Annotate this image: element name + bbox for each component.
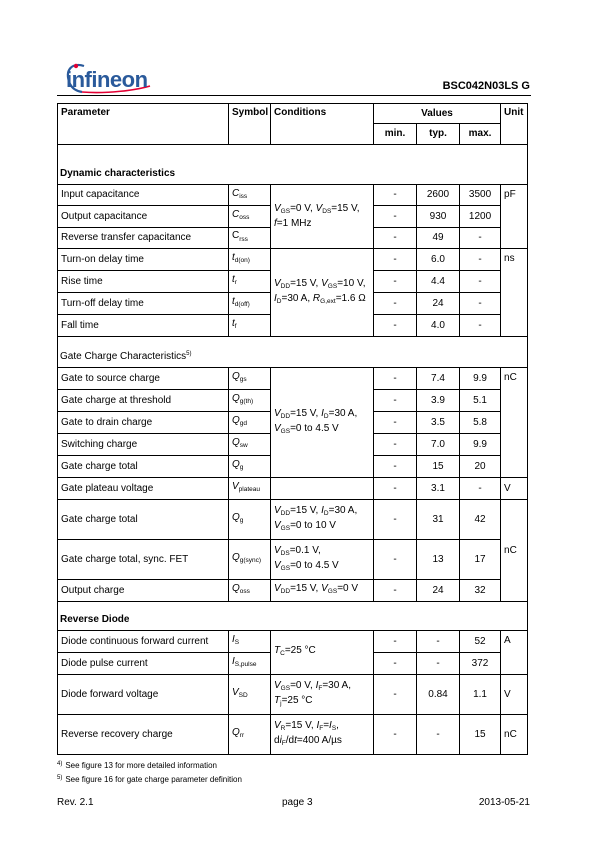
typ-cell: 3.1: [417, 478, 460, 500]
section-row: [58, 337, 528, 368]
max-cell: 42: [460, 500, 501, 540]
param-cell: Turn-on delay time: [58, 249, 229, 271]
param-cell: Gate charge total: [58, 456, 229, 478]
table-row: [58, 478, 528, 500]
min-cell: -: [374, 456, 417, 478]
footnote-item: $^{5)}$ See figure 16 for gate charge parameter definition: [57, 775, 242, 784]
min-cell: -: [374, 580, 417, 602]
min-cell: -: [374, 653, 417, 675]
param-cell: Input capacitance: [58, 185, 229, 206]
symbol-cell: $C_{rss}$: [229, 228, 271, 249]
condition-cell: $T_C=25$ °C: [271, 631, 374, 675]
unit-cell: nC: [501, 368, 528, 478]
footer-page-number: page 3: [282, 797, 313, 808]
table-row: [58, 631, 528, 653]
param-cell: Reverse transfer capacitance: [58, 228, 229, 249]
section-dynamic: Dynamic characteristics: [58, 145, 528, 185]
symbol-cell: $Q_{gd}$: [229, 412, 271, 434]
max-cell: 5.8: [460, 412, 501, 434]
typ-cell: 0.84: [417, 675, 460, 715]
max-cell: -: [460, 293, 501, 315]
footnote-item: $^{4)}$ See figure 13 for more detailed information: [57, 761, 217, 770]
param-cell: Switching charge: [58, 434, 229, 456]
max-cell: -: [460, 478, 501, 500]
condition-cell: $V_R=15$ V, $I_F=I_S$, $di_F/dt=400$ A/µs: [271, 715, 374, 755]
typ-cell: 15: [417, 456, 460, 478]
header-typ: typ.: [417, 124, 460, 145]
min-cell: -: [374, 228, 417, 249]
symbol-cell: $I_S$: [229, 631, 271, 653]
min-cell: -: [374, 478, 417, 500]
condition-cell: $V_{DD}=15$ V, $V_{GS}=0$ V: [271, 580, 374, 602]
unit-cell: nC: [501, 715, 528, 755]
section-reverse-diode: Reverse Diode: [58, 602, 528, 631]
symbol-cell: $V_{plateau}$: [229, 478, 271, 500]
table-row: [58, 185, 528, 206]
header-conditions: Conditions: [271, 104, 374, 145]
min-cell: -: [374, 631, 417, 653]
min-cell: -: [374, 206, 417, 228]
symbol-cell: $Q_{sw}$: [229, 434, 271, 456]
symbol-cell: $Q_g$: [229, 456, 271, 478]
param-cell: Rise time: [58, 271, 229, 293]
typ-cell: -: [417, 653, 460, 675]
characteristics-table: [57, 103, 528, 755]
param-cell: Reverse recovery charge: [58, 715, 229, 755]
param-cell: Gate charge at threshold: [58, 390, 229, 412]
max-cell: 20: [460, 456, 501, 478]
header-min: min.: [374, 124, 417, 145]
header-symbol: Symbol: [229, 104, 271, 145]
min-cell: -: [374, 434, 417, 456]
min-cell: -: [374, 540, 417, 580]
max-cell: 15: [460, 715, 501, 755]
max-cell: 1.1: [460, 675, 501, 715]
min-cell: -: [374, 368, 417, 390]
symbol-cell: $t_{d(off)}$: [229, 293, 271, 315]
min-cell: -: [374, 249, 417, 271]
max-cell: 9.9: [460, 434, 501, 456]
max-cell: -: [460, 249, 501, 271]
param-cell: Diode forward voltage: [58, 675, 229, 715]
condition-cell: $V_{GS}=0$ V, $V_{DS}=15$ V, f=1 MHz: [271, 185, 374, 249]
symbol-cell: $C_{iss}$: [229, 185, 271, 206]
symbol-cell: $I_{S,pulse}$: [229, 653, 271, 675]
min-cell: -: [374, 390, 417, 412]
typ-cell: 49: [417, 228, 460, 249]
param-cell: Output capacitance: [58, 206, 229, 228]
typ-cell: 3.9: [417, 390, 460, 412]
typ-cell: 3.5: [417, 412, 460, 434]
max-cell: 32: [460, 580, 501, 602]
typ-cell: -: [417, 631, 460, 653]
table-row: [58, 715, 528, 755]
footer-date: 2013-05-21: [478, 797, 530, 808]
max-cell: 1200: [460, 206, 501, 228]
footnotes: [57, 758, 242, 786]
max-cell: 52: [460, 631, 501, 653]
min-cell: -: [374, 500, 417, 540]
max-cell: 9.9: [460, 368, 501, 390]
unit-cell: pF: [501, 185, 528, 249]
header-unit: Unit: [501, 104, 528, 145]
min-cell: -: [374, 675, 417, 715]
param-cell: Gate plateau voltage: [58, 478, 229, 500]
condition-cell: $V_{DS}=0.1$ V, $V_{GS}=0$ to 4.5 V: [271, 540, 374, 580]
table-header-row: [58, 104, 528, 124]
min-cell: -: [374, 185, 417, 206]
typ-cell: 2600: [417, 185, 460, 206]
condition-cell: $V_{DD}=15$ V, $I_D=30$ A, $V_{GS}=0$ to 10 V: [271, 500, 374, 540]
table-row: [58, 675, 528, 715]
infineon-logo: [62, 60, 154, 94]
typ-cell: 4.0: [417, 315, 460, 337]
param-cell: Gate to source charge: [58, 368, 229, 390]
symbol-cell: $t_{d(on)}$: [229, 249, 271, 271]
condition-cell: $V_{GS}=0$ V, $I_F=30$ A, $T_j=25$ °C: [271, 675, 374, 715]
typ-cell: 4.4: [417, 271, 460, 293]
unit-cell: nC: [501, 500, 528, 602]
min-cell: -: [374, 715, 417, 755]
max-cell: 5.1: [460, 390, 501, 412]
table-row: [58, 249, 528, 271]
min-cell: -: [374, 412, 417, 434]
footer-revision: Rev. 2.1: [57, 797, 94, 808]
max-cell: -: [460, 228, 501, 249]
param-cell: Gate to drain charge: [58, 412, 229, 434]
condition-cell: $V_{DD}=15$ V, $V_{GS}=10$ V, $I_D=30$ A, $R_{G,ext}=1.6$ Ω: [271, 249, 374, 337]
min-cell: -: [374, 271, 417, 293]
part-number: BSC042N03LS G: [442, 80, 530, 92]
param-cell: Output charge: [58, 580, 229, 602]
symbol-cell: $Q_{g(sync)}$: [229, 540, 271, 580]
symbol-cell: $Q_{g(th)}$: [229, 390, 271, 412]
max-cell: -: [460, 315, 501, 337]
param-cell: Diode continuous forward current: [58, 631, 229, 653]
symbol-cell: $t_r$: [229, 271, 271, 293]
typ-cell: 6.0: [417, 249, 460, 271]
unit-cell: ns: [501, 249, 528, 337]
param-cell: Gate charge total: [58, 500, 229, 540]
typ-cell: 24: [417, 293, 460, 315]
condition-cell: [271, 478, 374, 500]
symbol-cell: $Q_{oss}$: [229, 580, 271, 602]
logo-wordmark: infineon: [66, 67, 148, 92]
unit-cell: A: [501, 631, 528, 675]
param-cell: Turn-off delay time: [58, 293, 229, 315]
symbol-cell: $Q_{rr}$: [229, 715, 271, 755]
min-cell: -: [374, 293, 417, 315]
header-parameter: Parameter: [58, 104, 229, 145]
param-cell: Diode pulse current: [58, 653, 229, 675]
param-cell: Fall time: [58, 315, 229, 337]
max-cell: 3500: [460, 185, 501, 206]
typ-cell: 930: [417, 206, 460, 228]
max-cell: 372: [460, 653, 501, 675]
symbol-cell: $t_f$: [229, 315, 271, 337]
typ-cell: 7.0: [417, 434, 460, 456]
symbol-cell: $Q_g$: [229, 500, 271, 540]
typ-cell: 13: [417, 540, 460, 580]
symbol-cell: $V_{SD}$: [229, 675, 271, 715]
min-cell: -: [374, 315, 417, 337]
header-max: max.: [460, 124, 501, 145]
table-row: [58, 500, 528, 540]
unit-cell: V: [501, 478, 528, 500]
typ-cell: 31: [417, 500, 460, 540]
symbol-cell: $Q_{gs}$: [229, 368, 271, 390]
typ-cell: -: [417, 715, 460, 755]
symbol-cell: $C_{oss}$: [229, 206, 271, 228]
typ-cell: 24: [417, 580, 460, 602]
typ-cell: 7.4: [417, 368, 460, 390]
condition-cell: $V_{DD}=15$ V, $I_D=30$ A, $V_{GS}=0$ to 4.5 V: [271, 368, 374, 478]
header-values: Values: [374, 104, 501, 124]
max-cell: 17: [460, 540, 501, 580]
unit-cell: V: [501, 675, 528, 715]
header-rule: [57, 95, 531, 96]
max-cell: -: [460, 271, 501, 293]
section-row: [58, 145, 528, 185]
table-row: [58, 368, 528, 390]
table-row: [58, 540, 528, 580]
table-row: [58, 580, 528, 602]
section-gate-charge: Gate Charge Characteristics$^{5)}$: [58, 337, 528, 368]
param-cell: Gate charge total, sync. FET: [58, 540, 229, 580]
section-row: [58, 602, 528, 631]
